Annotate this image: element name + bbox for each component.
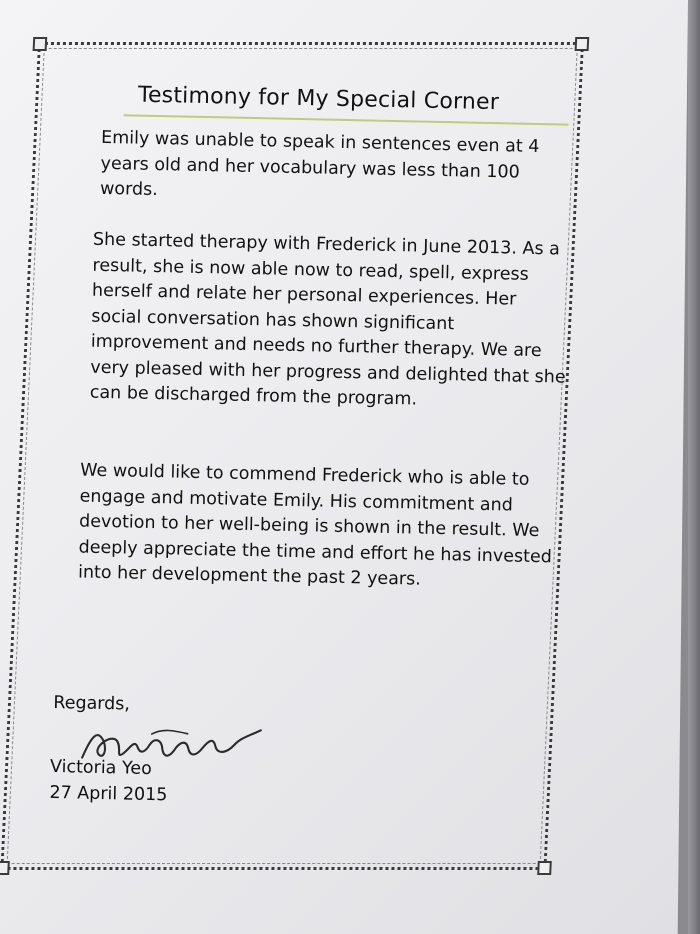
signer-block	[49, 755, 310, 812]
signature-date: 27 April 2015	[49, 782, 168, 805]
signer-name: Victoria Yeo	[49, 756, 152, 780]
paragraph-2: She started therapy with Frederick in June 2013. As a result, she is now able now to read, spell, express herself and relate her personal experiences. Her social conversation has shown significant improvement and needs no further therapy. We are very pleased with her progress and delighted that she can be discharged from the program.	[89, 229, 566, 410]
paragraph-1: Emily was unable to speak in sentences even at 4 years old and her vocabulary was less than 100 words.	[99, 127, 540, 201]
title-underline	[124, 114, 569, 125]
document-title: Testimony for My Special Corner	[137, 82, 500, 116]
closing-regards: Regards,	[53, 692, 131, 715]
paragraph-3: We would like to commend Frederick who is able to engage and motivate Emily. His commitment and devotion to her well-being is shown in the result. We deeply appreciate the time and effort he has invested into her development the past 2 years.	[77, 460, 553, 590]
